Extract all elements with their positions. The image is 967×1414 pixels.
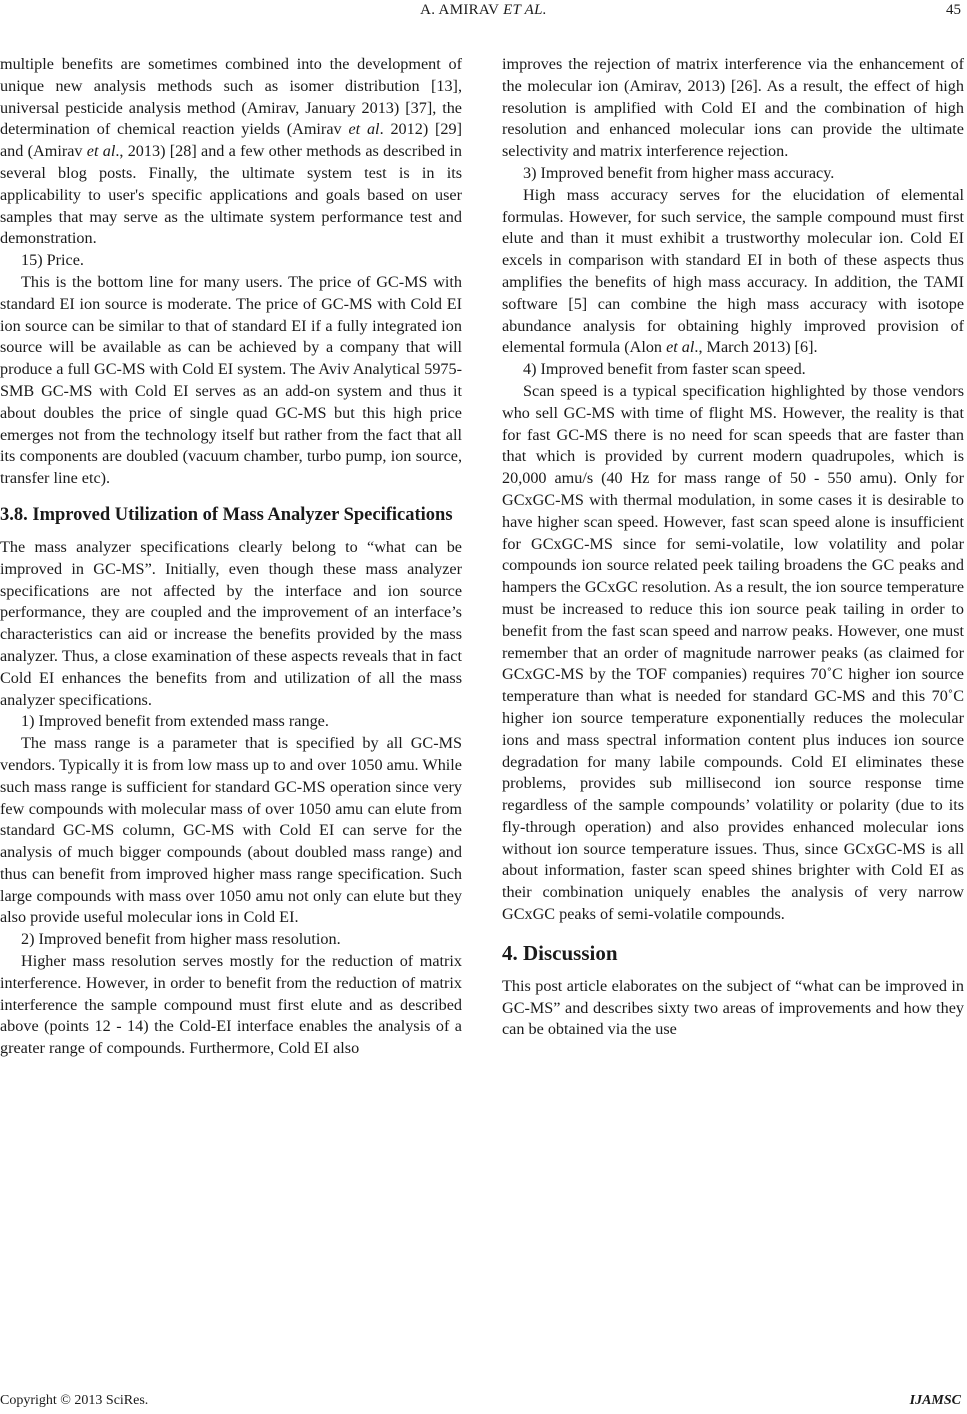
left-column bbox=[0, 54, 462, 1060]
paragraph: This post article elaborates on the subject of “what can be improved in GC-MS” and describes sixty two areas of improvements and how they can be obtained via the use bbox=[502, 976, 964, 1039]
right-column bbox=[502, 54, 964, 1041]
page-number: 45 bbox=[946, 2, 961, 18]
paragraph: This is the bottom line for many users. The price of GC-MS with standard EI ion source is moderate. The price of GC-MS with Cold EI ion source can be similar to that of standard EI if a fully integrated ion source will be available as can be achieved by a company that will produce a full GC-MS with Cold EI system. The Aviv Analytical 5975-SMB GC-MS with Cold EI serves as an add-on system and thus it about doubles the price of single quad GC-MS but this high price emerges not from the technology itself but rather from the fact that all its components are doubled (vacuum chamber, turbo pump, ion source, transfer line etc). bbox=[0, 272, 462, 488]
section-heading: 3.8. Improved Utilization of Mass Analyzer Specifications bbox=[0, 504, 453, 525]
paragraph: Scan speed is a typical specification highlighted by those vendors who sell GC-MS with time of flight MS. However, the reality is that for fast GC-MS there is no need for scan speeds that are faster than that which is provided by current modern quadrupoles, which is 20,000 amu/s (40 Hz for mass range of 50 - 550 amu). Only for GCxGC-MS with thermal modulation, in some cases it is desirable to have higher scan speed. However, fast scan speed alone is insufficient for GCxGC-MS since for semi-volatile, low volatility and polar compounds ion source related peek tailing broadens the GC peaks and hampers the GCxGC resolution. As a result, the ion source temperature must be increased to reduce this ion source peak tailing in order to benefit from the fast scan speed and narrow peaks. However, one must remember that an order of magnitude narrower peaks (as claimed for GCxGC-MS by the TOF companies) requires 70˚C higher ion source temperature than what is needed for standard GC-MS and this 70˚C higher ion source temperature exponentially reduces the molecular ions and mass spectral information content plus induces ion source degradation for many labile compounds. Cold EI eliminates these problems, provides sub millisecond ion source response time regardless of the sample compounds’ volatility or polarity (due to its fly-through operation) and also provides enhanced molecular ions without ion source temperature issues. Thus, since GCxGC-MS is all about information, faster scan speed shines brighter with Cold EI as their combination uniquely enables the analysis of very narrow GCxGC peaks of semi-volatile compounds. bbox=[502, 381, 964, 924]
copyright-notice: Copyright © 2013 SciRes. bbox=[0, 1393, 149, 1408]
paragraph: multiple benefits are sometimes combined into the development of unique new analysis methods such as isomer distribution [13], universal pesticide analysis method (Amirav, January 2013) [37], the determination of chemical reaction yields (Amirav et al. 2012) [29] and (Amirav et al., 2013) [28] and a few other methods as described in several blog posts. Finally, the ultimate system test is in its applicability to user's specific applications and goals based on user samples that may serve as the ultimate system performance test and demonstration. bbox=[0, 55, 463, 248]
journal-name: IJAMSC bbox=[909, 1393, 961, 1408]
paragraph: The mass analyzer specifications clearly belong to “what can be improved in GC-MS”. Initially, even though these mass analyzer specifications are not affected by the interface and ion source performance, they are coupled and the improvement of an interface’s characteristics can aid or increase the benefits provided by the mass analyzer. Thus, a close examination of these aspects reveals that in fact Cold EI enhances the benefits from and utilization of all the mass analyzer specifications. bbox=[0, 537, 462, 709]
list-item-heading: 4) Improved benefit from faster scan speed. bbox=[523, 360, 806, 379]
paragraph: The mass range is a parameter that is specified by all GC-MS vendors. Typically it is from low mass up to and over 1050 amu. While such mass range is sufficient for standard GC-MS operation since very few compounds with molecular mass of over 1050 amu can elute from standard GC-MS column, GC-MS with Cold EI can serve for the analysis of much bigger compounds (about doubled mass range) and thus can benefit from improved higher mass range specification. Such large compounds with mass over 1050 amu not only can elute but they also provide useful molecular ions in Cold EI. bbox=[0, 734, 462, 927]
paragraph: High mass accuracy serves for the elucidation of elemental formulas. However, for such service, the sample compound must first elute and than it must exhibit a trustworthy molecular ion. Cold EI excels in comparison with standard EI in both of these aspects thus amplifies the benefits of high mass accuracy. In addition, the TAMI software [5] can combine the high mass accuracy with isotope abundance analysis for obtaining highly improved provision of elemental formula (Alon et al., March 2013) [6]. bbox=[502, 185, 964, 357]
page-footer bbox=[0, 1393, 967, 1413]
list-item-heading: 15) Price. bbox=[21, 251, 84, 270]
list-item-heading: 3) Improved benefit from higher mass accuracy. bbox=[523, 163, 835, 182]
list-item-heading: 1) Improved benefit from extended mass range. bbox=[21, 712, 329, 731]
paragraph: Higher mass resolution serves mostly for the reduction of matrix interference. However, in order to benefit from the reduction of matrix interference the sample compound must first elute and as described above (points 12 - 14) the Cold-EI interface enables the analysis of a greater range of compounds. Furthermore, Cold EI also bbox=[0, 952, 462, 1058]
running-head: A. AMIRAV ET AL. bbox=[420, 2, 547, 18]
running-header bbox=[0, 2, 967, 24]
list-item-heading: 2) Improved benefit from higher mass resolution. bbox=[21, 930, 341, 949]
paragraph: improves the rejection of matrix interference via the enhancement of the molecular ion (Amirav, 2013) [26]. As a result, the effect of high resolution is amplified with Cold EI and the combination of high resolution and enhanced molecular ions can provide the ultimate selectivity and matrix interference rejection. bbox=[502, 55, 964, 161]
section-heading: 4. Discussion bbox=[502, 940, 618, 965]
